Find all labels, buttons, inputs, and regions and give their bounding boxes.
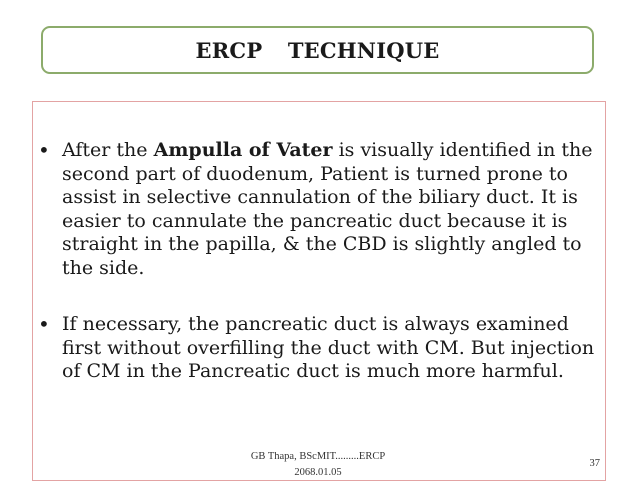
bullet-text-bold: Ampulla of Vater [153, 139, 333, 161]
bullet-text-pre: If necessary, the pancreatic duct is always examined first without overfilling the duct with CM. But injection of CM in the Pancreatic duct is much more harmful. [62, 313, 595, 383]
footer-author: GB Thapa, BScMIT.........ERCP [250, 451, 386, 462]
bullet-dot-icon: • [38, 312, 50, 336]
slide-title-box [41, 26, 594, 74]
bullet-text [62, 313, 598, 384]
bullet-item [38, 313, 598, 384]
slide-title: ERCP TECHNIQUE [195, 37, 440, 63]
slide-footer [228, 449, 408, 481]
bullet-text-pre: After the [62, 139, 154, 161]
bullet-text-post: is visually identified in the second part of duodenum, Patient is turned prone to assist in selective cannulation of the biliary duct. It is easier to cannulate the pancreatic duct because it is straight in the papilla, & the CBD is slightly angled to the side. [62, 139, 593, 279]
page-number: 37 [589, 458, 600, 469]
bullet-text [62, 139, 598, 281]
bullet-dot-icon: • [38, 138, 50, 162]
bullet-item [38, 139, 598, 281]
footer-date: 2068.01.05 [294, 467, 342, 478]
